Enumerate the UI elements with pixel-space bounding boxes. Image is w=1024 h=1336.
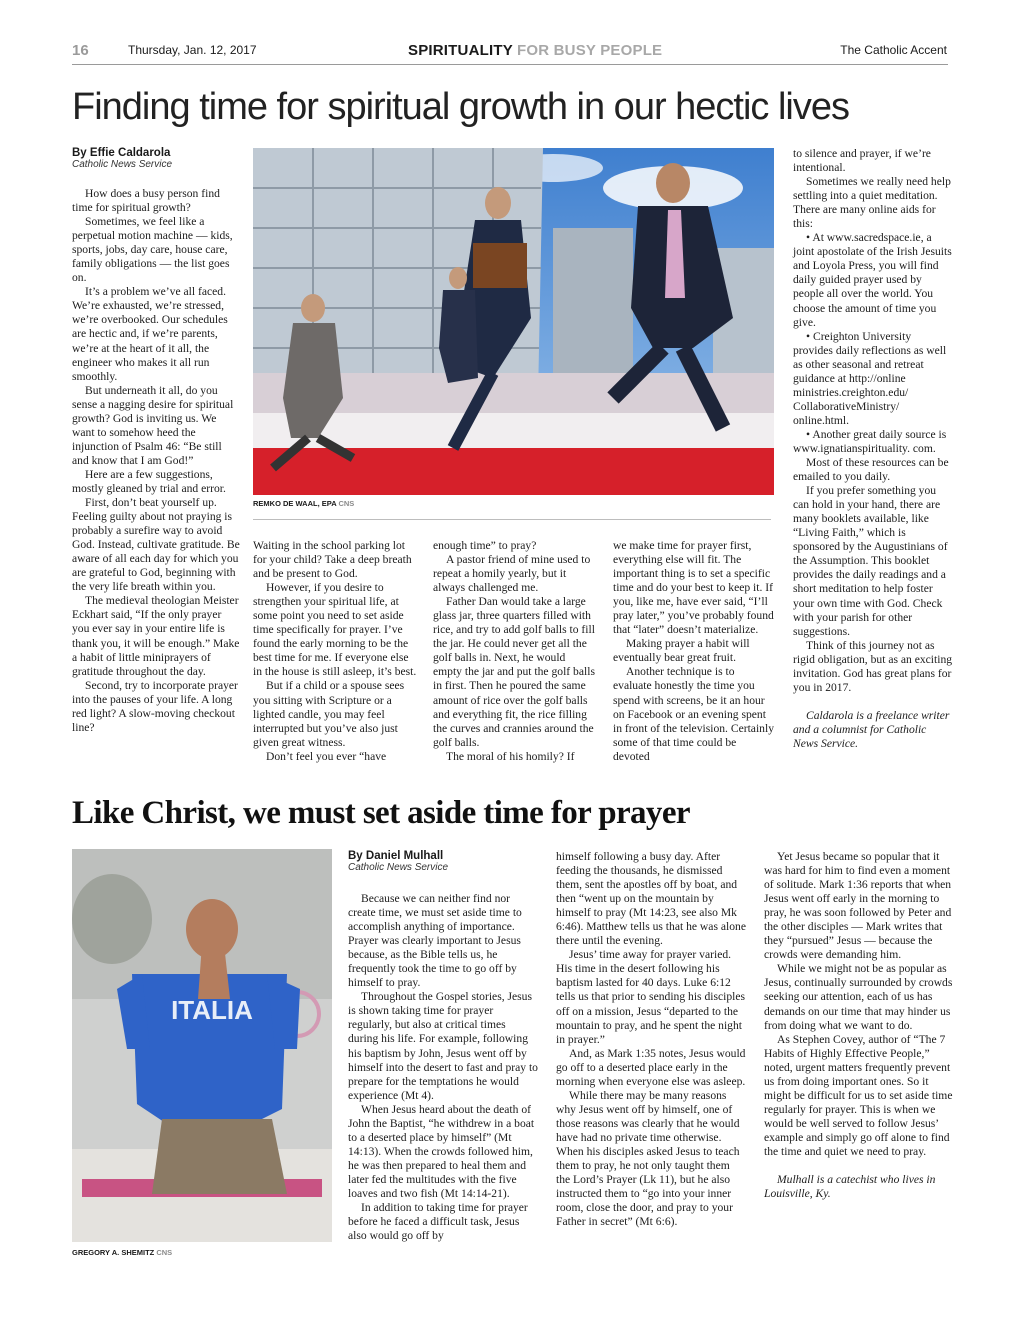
article1-column-2: [253, 539, 417, 764]
paragraph: If you prefer something you can hold in your hand, there are many booklets available, like “Living Faith,” which is sponsored by the Augustinians of the Assumption. This booklet provides the daily readings and a short meditation to help foster your own time with God. Check with your parish for other suggestions.: [793, 484, 948, 638]
article1-photo-credit: [253, 499, 354, 508]
paragraph: Don’t feel you ever “have: [266, 749, 387, 763]
article1-photo-credit-agency: CNS: [338, 499, 355, 508]
paragraph: However, if you desire to strengthen your spiritual life, at some point you need to set aside time specifically for prayer. I’ve found the early morning to be the best time for me. If everyone else in the house is still asleep, it’s best.: [253, 581, 417, 679]
paragraph: Because we can neither find nor create time, we must set aside time to accomplish anything of importance. Prayer was clearly important to Jesus because, as the Bible tells us, he frequently took the time to go off by himself to pray.: [348, 892, 522, 990]
paragraph: Another technique is to evaluate honestly the time you spend with screens, be it an hour on Facebook or an evening spent in front of the television. Certainly some of that time could be devoted: [613, 665, 774, 763]
article1-author-bio: Caldarola is a freelance writer and a columnist for Catholic News Service.: [793, 708, 950, 750]
paragraph: While there may be many reasons why Jesus went off by himself, one of those reasons was clearly that he would have had no private time otherwise. When his disciples asked Jesus to teach them to pray, he not only taught them the Lord’s Prayer (Lk 11), but he also instructed them to “go into your inner room, close the door, and pray to your Father in secret” (Mt 6:6).: [556, 1088, 740, 1229]
paragraph: As Stephen Covey, author of “The 7 Habits of Highly Effective People,” noted, urgent matters frequently prevent us from doing important ones. So it might be difficult for us to set aside time regularly for prayer. This is when we would be well served to follow Jesus’ example and simply go off alone to find the time and quiet we need to pray.: [764, 1032, 953, 1158]
paragraph: himself following a busy day. After feeding the thousands, he dismissed them, sent the apostles off by boat, and then “went up on the mountain by himself to pray (Mt 14:23, see also Mk 6:46). Matthew tells us that he was alone there until the evening.: [556, 850, 746, 948]
article1-column-5: [793, 147, 953, 751]
list-item: • Creighton University provides daily reflections as well as other seasonal and retreat guidance at http://online ministries.creighton.edu/ CollaborativeMinistry/ online.html.: [793, 329, 947, 427]
paragraph: How does a busy person find time for spiritual growth?: [72, 187, 220, 215]
paragraph: we make time for prayer first, everything else will fit. The important thing is to set a specific time and do your best to keep it. If you, like me, have ever said, “I’ll pray later,” you’ve probably found that “later” doesn’t materialize.: [613, 539, 774, 637]
article2-byline-block: [348, 850, 538, 873]
shirt-print: ITALIA: [171, 995, 253, 1025]
paragraph: Father Dan would take a large glass jar, three quarters filled with rice, and try to add golf balls to fill the jar. He could never get all the golf balls in. Next, he would empty the jar and put the golf balls in first. Then he poured the same amount of rice over the golf balls and everything fit, the rice filling the curves and crannies around the golf balls.: [433, 595, 595, 749]
article1-photo-credit-name: REMKO DE WAAL, EPA: [253, 499, 337, 508]
publication-name: The Catholic Accent: [840, 43, 947, 57]
article2-author-bio: Mulhall is a catechist who lives in Louisville, Ky.: [764, 1173, 936, 1201]
paragraph: Making prayer a habit will eventually bear great fruit.: [613, 637, 750, 665]
paragraph: Jesus’ time away for prayer varied. His time in the desert following his baptism lasted for 40 days. Luke 6:12 tells us that prior to sending his disciples off on a mission, Jesus “departed to the mountain to pray, and he spent the night in prayer.”: [556, 948, 746, 1046]
paragraph: A pastor friend of mine used to repeat a homily yearly, but it always challenged me.: [433, 553, 591, 595]
article1-byline-block: [72, 147, 240, 170]
paragraph: The moral of his homily? If: [446, 749, 575, 763]
article1-column-4: [613, 539, 775, 764]
article1-photo: [253, 148, 774, 495]
article1-headline: Finding time for spiritual growth in our hectic lives: [72, 86, 850, 128]
paragraph: When Jesus heard about the death of John the Baptist, “he withdrew in a boat to a deserted place by himself” (Mt 14:13). When the crowds followed him, he was then prepared to heal them and later fed the multitudes with the five loaves and two fish (Mt 14:14-21).: [348, 1102, 535, 1200]
paragraph: The medieval theologian Meister Eckhart said, “If the only prayer you ever say in your entire life is thank you, it will be enough.” Make a habit of little miniprayers of gratitude throughout the day.: [72, 594, 240, 678]
paragraph: It’s a problem we’ve all faced. We’re exhausted, we’re stressed, we’re overbooked. Our schedules are hectic and, if we’re parents, we’re at the heart of it all, the engineer who makes it all run smoothly.: [72, 285, 228, 383]
list-item: • Another great daily source is www.ignatianspirituality. com.: [793, 427, 947, 455]
article2-column-1: [348, 892, 538, 1243]
paragraph: But underneath it all, do you sense a nagging desire for spiritual growth? God is inviting us. We want to somehow heed the injunction of Psalm 46: “Be still and know that I am God!”: [72, 383, 234, 467]
paragraph: Here are a few suggestions, mostly gleaned by trial and error.: [72, 467, 226, 495]
issue-date: Thursday, Jan. 12, 2017: [128, 43, 257, 57]
article2-byline: By Daniel Mulhall: [348, 850, 444, 862]
businessmen-running-photo: [253, 148, 774, 495]
paragraph: In addition to taking time for prayer before he faced a difficult task, Jesus also would go off by: [348, 1201, 528, 1243]
paragraph: And, as Mark 1:35 notes, Jesus would go off to a deserted place early in the morning when everyone else was asleep.: [556, 1046, 746, 1088]
section-title-light: FOR BUSY PEOPLE: [517, 42, 663, 59]
article2-column-3: [764, 850, 954, 1201]
article1-byline: By Effie Caldarola: [72, 147, 171, 159]
paragraph: Waiting in the school parking lot for your child? Take a deep breath and be present to God.: [253, 539, 412, 581]
article2-photo: [72, 849, 332, 1242]
article2-photo-credit: [72, 1248, 172, 1257]
paragraph: Yet Jesus became so popular that it was hard for him to find even a moment of solitude. Mark 1:36 reports that when Jesus went off early in the morning to pray, he was soon followed by Peter and the other disciples — Mark writes that they “pursued” Jesus — because the crowds were demanding him.: [764, 850, 952, 962]
list-item: • At www.sacredspace.ie, a joint apostolate of the Irish Jesuits and Loyola Press, you will find daily guided prayer used by people all over the world. You choose the amount of time you give.: [793, 231, 952, 329]
paragraph: Second, try to incorporate prayer into the pauses of your life. A long red light? A slow-moving checkout line?: [72, 678, 238, 734]
header-rule: [72, 64, 948, 65]
paragraph: enough time” to pray?: [433, 539, 537, 552]
article2-column-2: [556, 850, 746, 1229]
page-number: 16: [72, 42, 89, 59]
article2-photo-credit-agency: CNS: [156, 1248, 173, 1257]
paragraph: First, don’t beat yourself up. Feeling guilty about not praying is probably a surefire way to avoid God. Instead, cultivate gratitude. Be aware of all each day for which you are grateful to God, beginning with the very life breath within you.: [72, 496, 240, 594]
paragraph: to silence and prayer, if we’re intentional.: [793, 147, 931, 175]
paragraph: Most of these resources can be emailed to you daily.: [793, 456, 949, 484]
paragraph: While we might not be as popular as Jesus, continually surrounded by crowds seeking our attention, each of us has demands on our time that may hinder us from doing what we want to do.: [764, 962, 953, 1032]
section-title: [408, 42, 662, 59]
photo-rule: [253, 519, 771, 520]
article2-headline: Like Christ, we must set aside time for prayer: [72, 795, 690, 831]
paragraph: But if a child or a spouse sees you sitting with Scripture or a lighted candle, you may feel interrupted but you’ve also just given great witness.: [253, 679, 405, 749]
paragraph: Think of this journey not as rigid obligation, but as an exciting invitation. God has great plans for you in 2017.: [793, 638, 953, 694]
article1-agency: Catholic News Service: [72, 159, 173, 170]
paragraph: Throughout the Gospel stories, Jesus is shown taking time for prayer regularly, but also at critical times during his life. For example, following his baptism by John, Jesus went off by himself into the desert to fast and pray to prepare for the temptations he would experience (Mt 4).: [348, 990, 538, 1102]
paragraph: Sometimes, we feel like a perpetual motion machine — kids, sports, jobs, day care, house care, family obligations — the list goes on.: [72, 215, 233, 285]
paragraph: Sometimes we really need help settling into a quiet meditation. There are many online aids for this:: [793, 175, 951, 231]
article1-column-3: [433, 539, 597, 764]
article2-agency: Catholic News Service: [348, 862, 449, 873]
article1-column-1: [72, 187, 240, 735]
article2-photo-credit-name: GREGORY A. SHEMITZ: [72, 1248, 155, 1257]
man-praying-photo: [72, 849, 332, 1242]
section-title-bold: SPIRITUALITY: [408, 42, 513, 59]
